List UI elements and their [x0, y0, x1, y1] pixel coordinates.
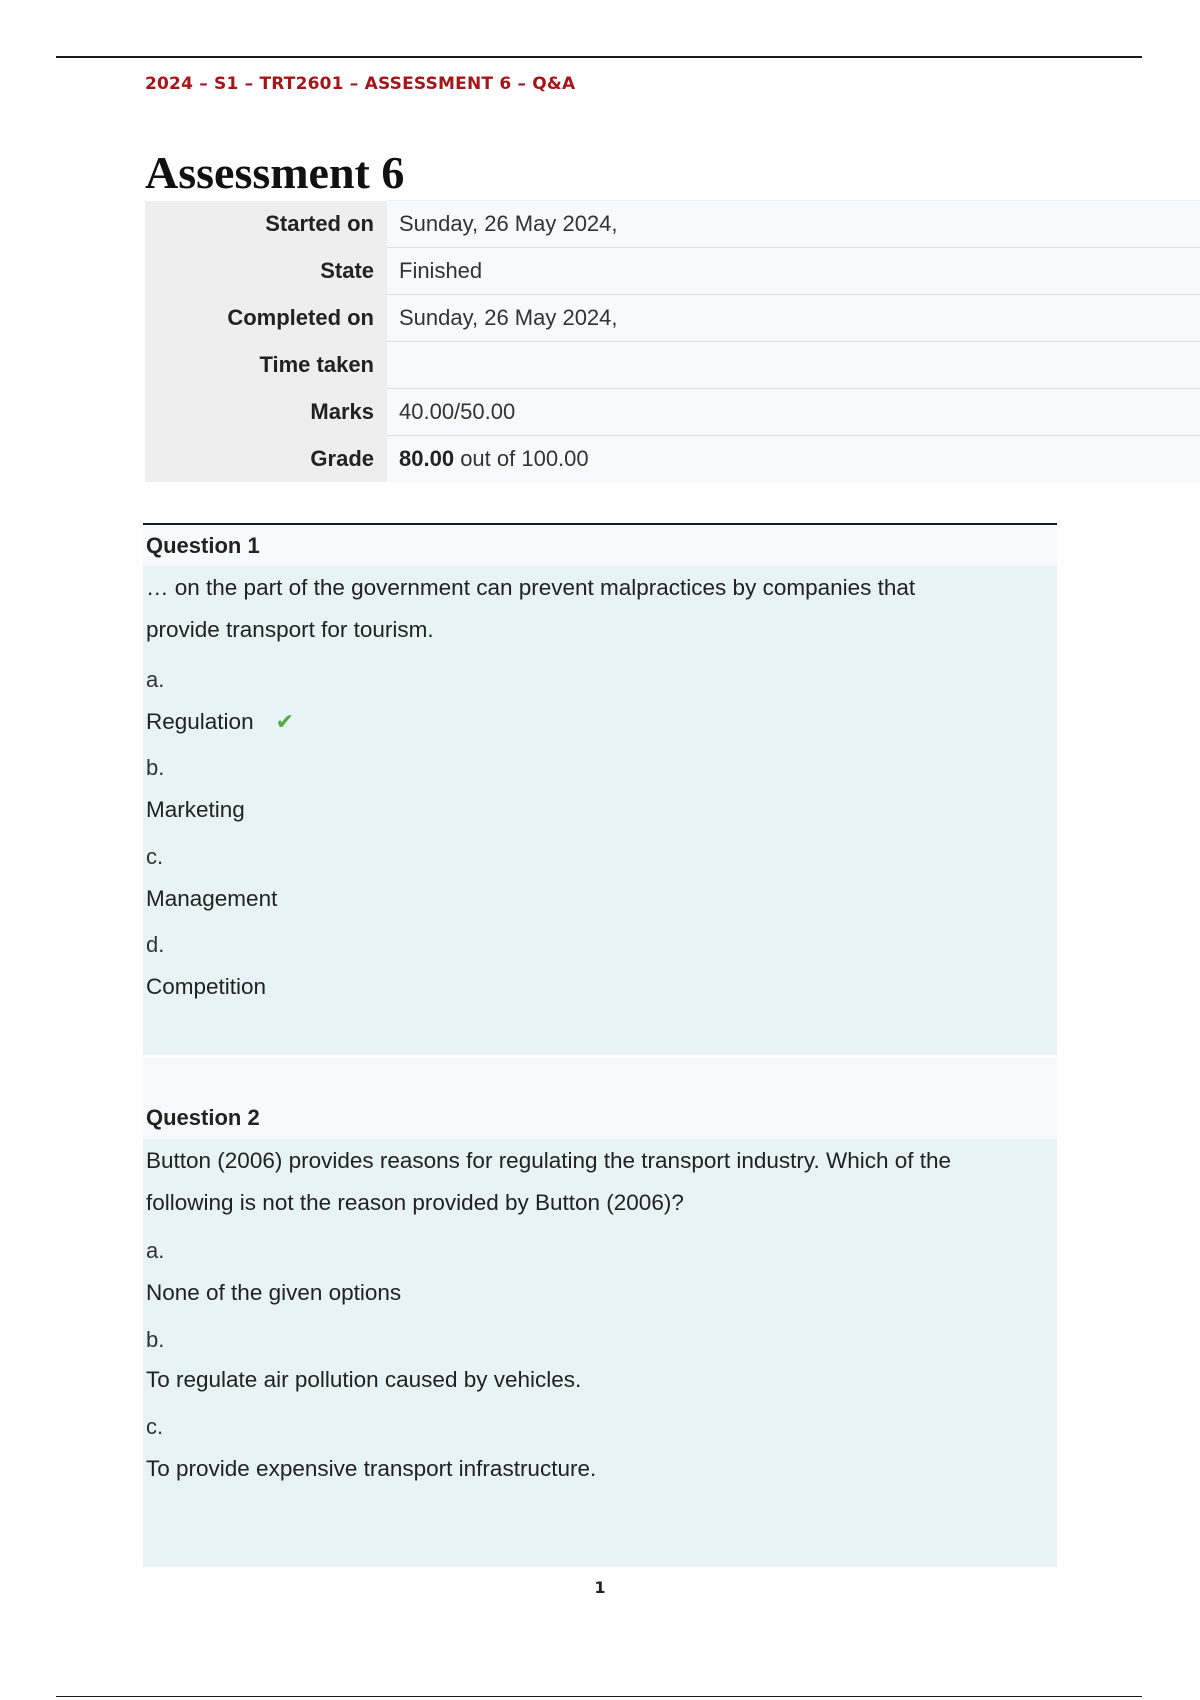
question-body — [143, 566, 1057, 1055]
answer-option-a[interactable] — [146, 665, 1054, 737]
option-text: Management — [146, 886, 278, 911]
answer-option-b[interactable] — [146, 753, 1054, 825]
answer-option-d[interactable] — [146, 930, 1054, 1002]
summary-value: Sunday, 26 May 2024, — [387, 295, 1200, 342]
summary-label: Grade — [145, 436, 387, 483]
summary-label: State — [145, 248, 387, 295]
top-rule — [56, 56, 1142, 58]
question-text — [146, 566, 1054, 651]
option-letter: c. — [146, 844, 164, 869]
check-icon: ✔ — [275, 709, 295, 734]
summary-label: Started on — [145, 201, 387, 248]
answer-option-c[interactable] — [146, 842, 1054, 914]
question-text-line: following is not the reason provided by Button (2006)? — [146, 1190, 684, 1215]
question-text-line: … on the part of the government can prevent malpractices by companies that — [146, 575, 916, 600]
question-title: Question 2 — [143, 1058, 1057, 1139]
option-text: To provide expensive transport infrastructure. — [146, 1456, 597, 1481]
summary-value: Sunday, 26 May 2024, — [387, 201, 1200, 248]
summary-value — [387, 342, 1200, 389]
answer-option-a[interactable] — [146, 1236, 1054, 1308]
answer-option-b[interactable] — [146, 1325, 1054, 1395]
grade-out-of: out of 100.00 — [460, 446, 589, 471]
option-letter: a. — [146, 1238, 165, 1263]
option-letter: a. — [146, 667, 165, 692]
question-title: Question 1 — [143, 525, 1057, 566]
option-letter: c. — [146, 1414, 164, 1439]
option-text: Competition — [146, 974, 267, 999]
question-text-line: Button (2006) provides reasons for regulating the transport industry. Which of the — [146, 1148, 952, 1173]
attempt-summary-table — [145, 200, 1200, 482]
summary-label: Time taken — [145, 342, 387, 389]
option-letter: b. — [146, 1327, 165, 1352]
summary-row-state — [145, 248, 1200, 295]
summary-value: 40.00/50.00 — [387, 389, 1200, 436]
question-2 — [143, 1058, 1057, 1567]
summary-row-completed-on — [145, 295, 1200, 342]
summary-row-grade — [145, 436, 1200, 483]
option-text: None of the given options — [146, 1280, 402, 1305]
summary-label: Completed on — [145, 295, 387, 342]
page-title: Assessment 6 — [145, 147, 405, 198]
question-text-line: provide transport for tourism. — [146, 617, 434, 642]
option-letter: d. — [146, 932, 165, 957]
question-body — [143, 1139, 1057, 1567]
summary-row-time-taken — [145, 342, 1200, 389]
option-text: Regulation — [146, 709, 254, 734]
question-1 — [143, 523, 1057, 1055]
document-header: 2024 – S1 – TRT2601 – ASSESSMENT 6 – Q&A — [145, 74, 576, 94]
summary-row-marks — [145, 389, 1200, 436]
bottom-rule — [56, 1696, 1142, 1697]
summary-value — [387, 436, 1200, 483]
option-text: To regulate air pollution caused by vehicles. — [146, 1367, 582, 1392]
option-letter: b. — [146, 755, 165, 780]
answer-option-c[interactable] — [146, 1412, 1054, 1484]
page-number: 1 — [594, 1578, 606, 1597]
grade-score: 80.00 — [399, 446, 455, 471]
summary-label: Marks — [145, 389, 387, 436]
summary-row-started-on — [145, 201, 1200, 248]
option-text: Marketing — [146, 797, 245, 822]
summary-value: Finished — [387, 248, 1200, 295]
question-text — [146, 1139, 1054, 1224]
